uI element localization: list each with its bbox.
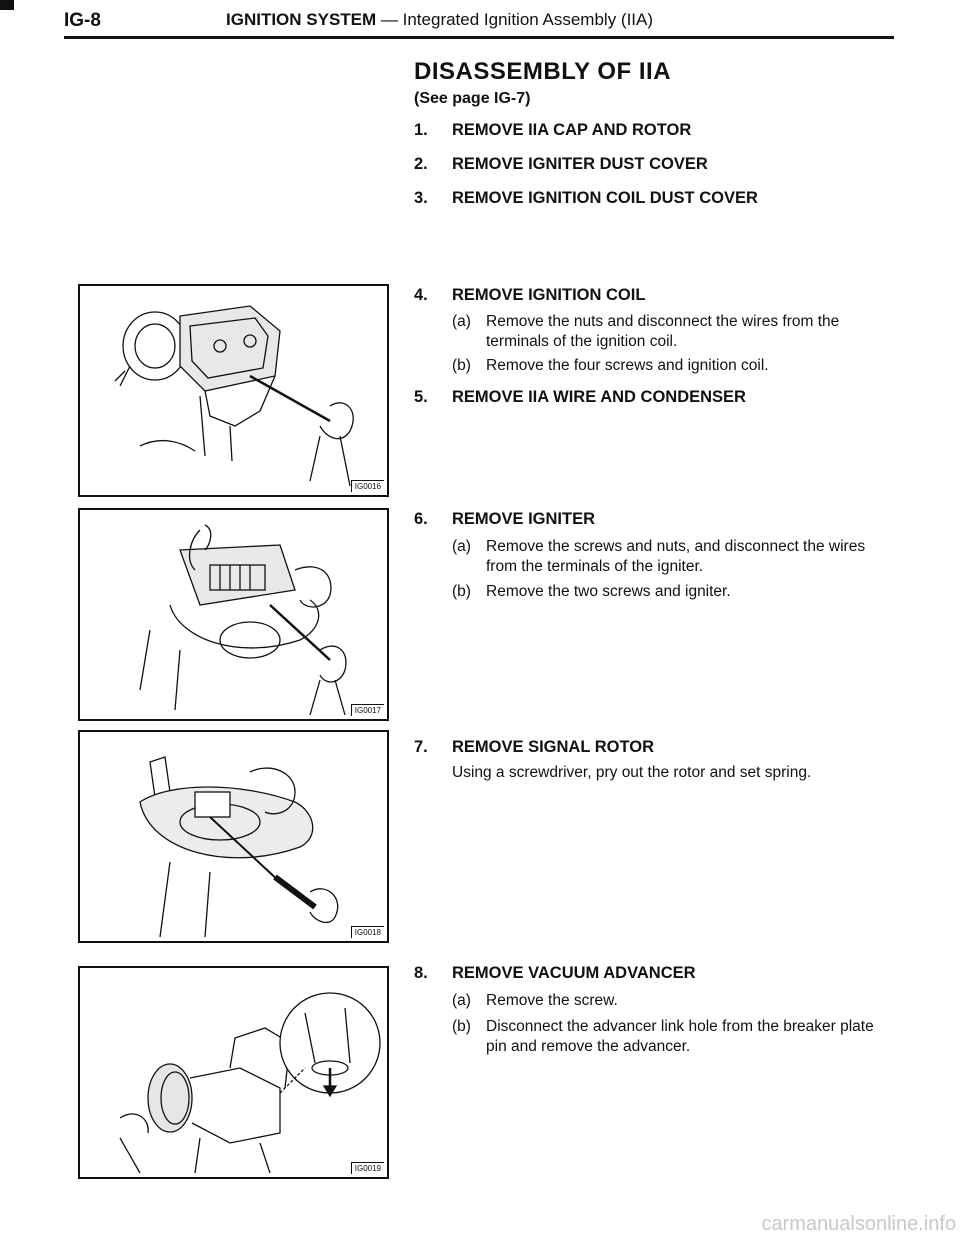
figure-ignition-coil [78, 284, 389, 497]
step-8-sub-b [452, 1017, 892, 1057]
step-8 [414, 964, 696, 983]
sub-text: Remove the nuts and disconnect the wires from the terminals of the ignition coil. [486, 313, 840, 350]
page-corner-mark [0, 0, 14, 10]
step-heading: REMOVE SIGNAL ROTOR [452, 738, 654, 756]
sub-text: Disconnect the advancer link hole from the breaker plate pin and remove the advancer. [486, 1018, 874, 1055]
step-number: 8. [414, 964, 428, 982]
signal-rotor-illustration [80, 732, 387, 941]
header-title-rest: — Integrated Ignition Assembly (IIA) [376, 10, 654, 29]
step-1 [414, 121, 691, 140]
step-6-sub-b [452, 582, 892, 602]
step-number: 7. [414, 738, 428, 756]
figure-code: IG0016 [351, 480, 384, 492]
sub-label: (b) [452, 1018, 471, 1035]
step-heading: REMOVE IGNITER [452, 510, 596, 528]
step-number: 2. [414, 155, 428, 173]
step-2 [414, 155, 708, 174]
step-heading: REMOVE VACUUM ADVANCER [452, 964, 696, 982]
sub-label: (a) [452, 992, 471, 1009]
sub-label: (b) [452, 357, 471, 374]
page-header [64, 4, 894, 36]
ignition-coil-illustration [80, 286, 387, 495]
step-6-sub-a [452, 537, 892, 577]
step-6 [414, 510, 595, 529]
step-heading: REMOVE IIA CAP AND ROTOR [452, 121, 692, 139]
step-7 [414, 738, 654, 757]
figure-signal-rotor [78, 730, 389, 943]
section-title: DISASSEMBLY OF IIA [414, 58, 672, 85]
figure-code: IG0019 [351, 1162, 384, 1174]
watermark: carmanualsonline.info [761, 1213, 956, 1235]
step-5 [414, 388, 746, 407]
vacuum-advancer-illustration [80, 968, 387, 1177]
step-4 [414, 286, 645, 305]
page-number: IG-8 [64, 10, 101, 31]
header-title [226, 10, 653, 30]
figure-code: IG0017 [351, 704, 384, 716]
figure-igniter [78, 508, 389, 721]
header-rule [64, 36, 894, 39]
step-heading: REMOVE IGNITER DUST COVER [452, 155, 708, 173]
header-title-bold: IGNITION SYSTEM [226, 10, 377, 29]
sub-label: (a) [452, 313, 471, 330]
igniter-illustration [80, 510, 387, 719]
step-number: 5. [414, 388, 428, 406]
sub-text: Remove the four screws and ignition coil. [486, 357, 769, 374]
sub-label: (b) [452, 583, 471, 600]
sub-text: Remove the two screws and igniter. [486, 583, 731, 600]
step-7-body: Using a screwdriver, pry out the rotor and set spring. [452, 764, 812, 781]
step-heading: REMOVE IIA WIRE AND CONDENSER [452, 388, 746, 406]
step-number: 1. [414, 121, 428, 139]
step-number: 3. [414, 189, 428, 207]
step-4-sub-b [452, 356, 892, 376]
sub-text: Remove the screw. [486, 992, 618, 1009]
figure-code: IG0018 [351, 926, 384, 938]
step-number: 4. [414, 286, 428, 304]
sub-label: (a) [452, 538, 471, 555]
step-heading: REMOVE IGNITION COIL DUST COVER [452, 189, 758, 207]
step-3 [414, 189, 758, 208]
step-number: 6. [414, 510, 428, 528]
step-heading: REMOVE IGNITION COIL [452, 286, 646, 304]
step-8-sub-a [452, 991, 892, 1011]
see-page-reference: (See page IG-7) [414, 90, 531, 107]
figure-vacuum-advancer [78, 966, 389, 1179]
sub-text: Remove the screws and nuts, and disconnect the wires from the terminals of the igniter. [486, 538, 866, 575]
step-4-sub-a [452, 312, 892, 352]
